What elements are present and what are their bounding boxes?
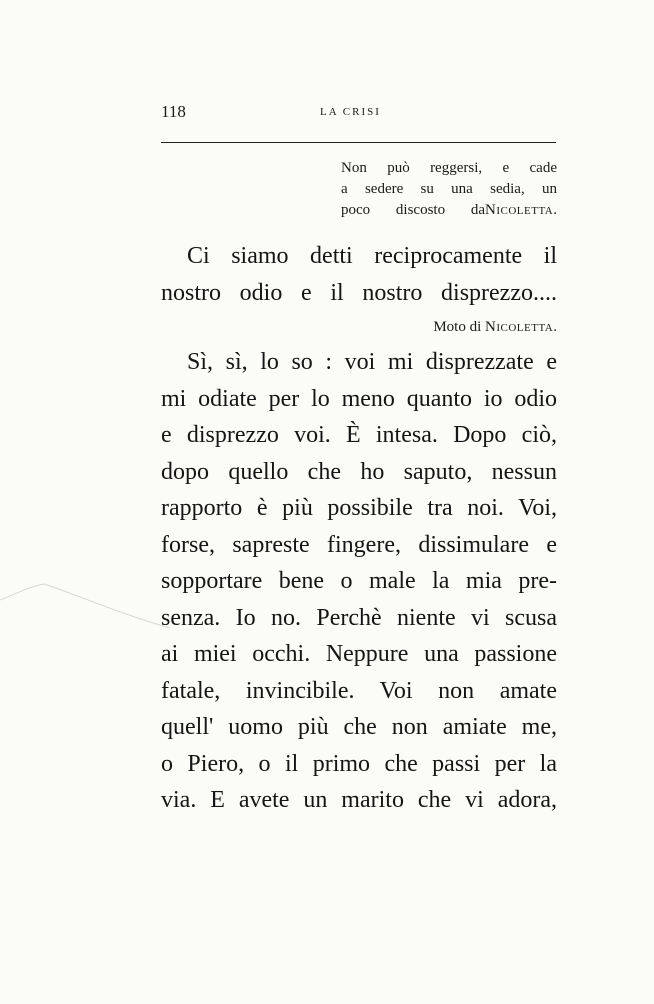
text-line: senza. Io no. Perchè niente vi scusa [161,604,557,631]
text-line: sopportare bene o male la mia pre- [161,568,557,594]
stage-direction-end: . [553,319,557,335]
character-name: Nicoletta [485,319,554,335]
stage-direction-text: poco discosto da [341,202,486,218]
text-line: ai miei occhi. Neppure una passione [161,641,557,667]
stage-direction-end: . [553,202,557,218]
text-line: nostro odio e il nostro disprezzo.... [161,279,557,306]
text-line: quell' uomo più che non amiate me, [161,714,557,740]
text-line: o Piero, o il primo che passi per la [161,750,557,777]
page-number: 118 [161,102,186,121]
paragraph-2 [161,344,557,819]
stage-direction-1 [341,158,557,221]
text-line: Sì, sì, lo so : voi mi disprezzate e [187,349,557,375]
text-line: via. E avete un marito che vi adora, [161,787,557,813]
running-title: LA CRISI [320,106,381,118]
text-line: mi odiate per lo meno quanto io odio [161,385,557,412]
stage-direction-2 [383,317,557,338]
stage-direction-text: Moto di [433,319,486,335]
text-line: Ci siamo detti reciprocamente il [187,243,557,269]
header-rule [161,142,556,143]
stage-direction-line: a sedere su una sedia, un [341,181,557,197]
stage-direction-line: Non può reggersi, e cade [341,160,557,176]
stage-direction-line [341,200,557,221]
text-line: forse, sapreste fingere, dissimulare e [161,531,557,558]
text-line: e disprezzo voi. È intesa. Dopo ciò, [161,422,557,448]
text-line: dopo quello che ho saputo, nessun [161,458,557,485]
text-line: fatale, invincibile. Voi non amate [161,677,557,704]
character-name: Nicoletta [485,202,554,218]
text-line: rapporto è più possibile tra noi. Voi, [161,495,557,521]
paper-crease-mark [0,578,170,638]
paragraph-1 [161,238,557,311]
